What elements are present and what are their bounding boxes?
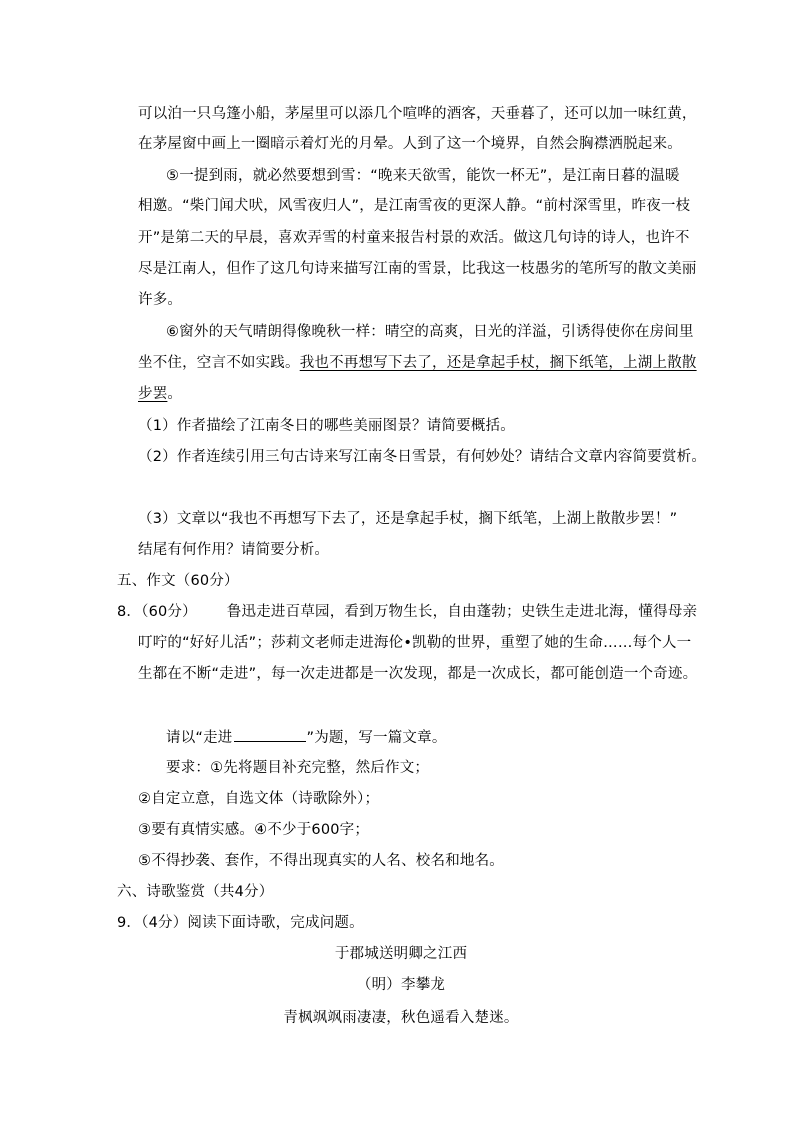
paragraph-line: 相邀。“柴门闻犬吠，风雪夜归人”，是江南雪夜的更深人静。“前村深雪里，昨夜一枝 (138, 198, 691, 214)
question-8-line: 生都在不断“走进”，每一次走进都是一次发现，都是一次成长，都可能创造一个奇迹。 (138, 666, 698, 682)
section-heading: 五、作文（60分） (117, 573, 239, 589)
paragraph-line: 许多。 (138, 292, 183, 308)
plain-text: 坐不住，空言不如实践。 (138, 355, 300, 371)
requirement: 要求：①先将题目补充完整，然后作文； (166, 760, 430, 776)
prompt-text: 请以“走进 (166, 730, 233, 746)
poem-line: 青枫飒飒雨凄凄，秋色遥看入楚迷。 (283, 1010, 519, 1026)
question-2: （2）作者连续引用三句古诗来写江南冬日雪景，有何妙处？请结合文章内容简要赏析。 (138, 449, 707, 465)
question-3: （3）文章以“我也不再想写下去了，还是拿起手杖，搁下纸笔，上湖上散散步罢！” (138, 511, 678, 527)
paragraph-line: 在茅屋窗中画上一圈暗示着灯光的月晕。人到了这一个境界，自然会胸襟洒脱起来。 (138, 136, 682, 152)
paragraph-line: 尽是江南人，但作了这几句诗来描写江南的雪景，比我这一枝愚劣的笔所写的散文美丽 (138, 261, 697, 277)
section-heading: 六、诗歌鉴赏（共4分） (117, 884, 274, 900)
paragraph-line (138, 384, 182, 404)
prompt-text: ”为题，写一篇文章。 (306, 730, 447, 746)
requirement: ③要有真情实感。④不少于600字； (138, 822, 370, 838)
question-number: 8．（60分） (117, 604, 197, 620)
requirement: ⑤不得抄袭、套作，不得出现真实的人名、校名和地名。 (138, 853, 504, 869)
plain-text: 。 (167, 386, 183, 402)
essay-prompt (166, 727, 447, 748)
question-3-continued: 结尾有何作用？请简要分析。 (138, 542, 330, 558)
paragraph-line (138, 353, 697, 373)
paragraph-line: ⑥窗外的天气晴朗得像晚秋一样：晴空的高爽，日光的洋溢，引诱得使你在房间里 (166, 324, 694, 340)
poem-author: （明）李攀龙 (356, 977, 446, 993)
question-1: （1）作者描绘了江南冬日的哪些美丽图景？请简要概括。 (138, 418, 515, 434)
paragraph-line: 可以泊一只乌篷小船，茅屋里可以添几个喧哗的酒客，天垂暮了，还可以加一味红黄， (138, 106, 697, 122)
question-text: 鲁迅走进百草园，看到万物生长，自由蓬勃；史铁生走进北海，懂得母亲 (226, 604, 698, 620)
requirement: ②自定立意，自选文体（诗歌除外）； (138, 791, 380, 807)
poem-title: 于郡城送明卿之江西 (334, 946, 468, 962)
underlined-sentence: 步罢 (138, 386, 168, 402)
question-8-line: 叮咛的“好好儿活”；莎莉文老师走进海伦•凯勒的世界，重塑了她的生命……每个人一 (138, 635, 692, 651)
title-blank (234, 727, 306, 742)
paragraph-line: 开”是第二天的早晨，喜欢弄雪的村童来报告村景的欢活。做这几句诗的诗人，也许不 (138, 230, 690, 246)
paragraph-line: ⑤一提到雨，就必然要想到雪：“晚来天欲雪，能饮一杯无”，是江南日暮的温暖 (166, 168, 680, 184)
question-8 (117, 602, 697, 622)
question-9: 9．（4分）阅读下面诗歌，完成问题。 (117, 915, 364, 931)
underlined-sentence: 我也不再想写下去了，还是拿起手杖，搁下纸笔，上湖上散散 (299, 355, 697, 371)
